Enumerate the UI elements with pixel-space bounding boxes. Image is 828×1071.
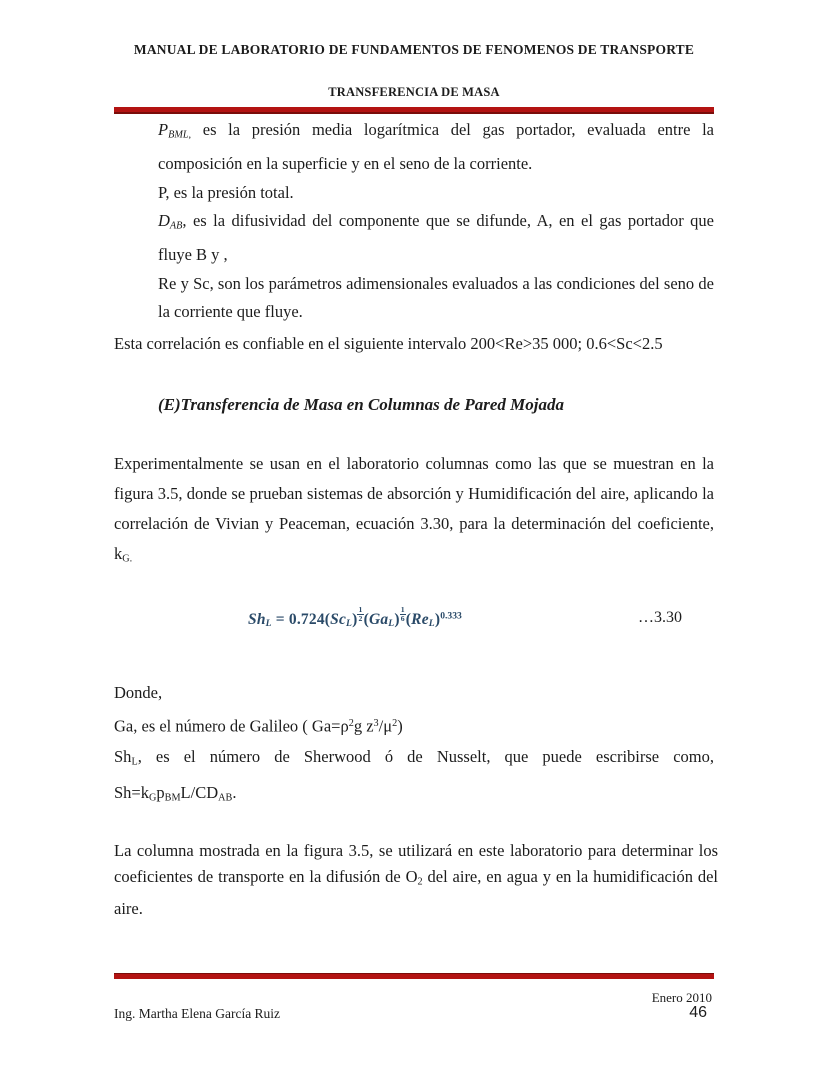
footer-author: Ing. Martha Elena García Ruiz [114, 1006, 281, 1021]
where-block [114, 678, 714, 814]
intro-paragraph: Experimentalmente se usan en el laboratorio columnas como las que se muestran en la figura 3.5, donde se prueban sistemas de absorción y Humidificación del aire, aplicando la correlación de Vivian y Peaceman, ecuación 3.30, para la determinación del coeficiente, kG. [114, 454, 714, 565]
correlation-interval-note: Esta correlación es confiable en el siguiente intervalo 200<Re>35 000; 0.6<Sc<2.5 [114, 334, 663, 353]
section-heading: (E)Transferencia de Masa en Columnas de Pared Mojada [158, 395, 564, 414]
definition-p-total: P, es la presión total. [158, 182, 294, 202]
footer-rule [114, 973, 714, 979]
equation-row [114, 606, 714, 640]
equation-number: …3.30 [638, 609, 682, 626]
sherwood-definition: ShL, es el número de Sherwood ó de Nusselt, que puede escribirse como, Sh=kGpBML/CDAB. [114, 746, 714, 804]
definition-re-sc: Re y Sc, son los parámetros adimensionales evaluados a las condiciones del seno de la corriente que fluye. [158, 273, 714, 322]
variable-definitions [158, 116, 714, 327]
definition-pbml: PBML, es la presión media logarítmica del gas portador, evaluada entre la composición en la superficie y en el seno de la corriente. [158, 120, 714, 174]
page-number: 46 [689, 1004, 707, 1021]
galileo-definition: Ga, es el número de Galileo ( $Ga=\rho^2g$ $z^3/\mu^2$) [114, 716, 403, 736]
chapter-subtitle: TRANSFERENCIA DE MASA [328, 85, 500, 99]
footer-date: Enero 2010 [651, 990, 712, 1005]
manual-title: MANUAL DE LABORATORIO DE FUNDAMENTOS DE FENOMENOS DE TRANSPORTE [133, 42, 695, 57]
definition-dab: DAB, es la difusividad del componente que se difunde, A, en el gas portador que fluye B y , [158, 211, 714, 265]
equation-3-30: ShL = 0.724(ScL) $\frac{1}{2}$ (GaL) $\frac{1}{6}$ (ReL)$^{0.333}$ [248, 605, 462, 630]
closing-paragraph: La columna mostrada en la figura 3.5, se utilizará en este laboratorio para determinar los coeficientes de transporte en la difusión de O2 del aire, en agua y en la humidificación del aire. [114, 841, 718, 918]
header-rule [114, 107, 714, 114]
where-label: Donde, [114, 683, 163, 702]
